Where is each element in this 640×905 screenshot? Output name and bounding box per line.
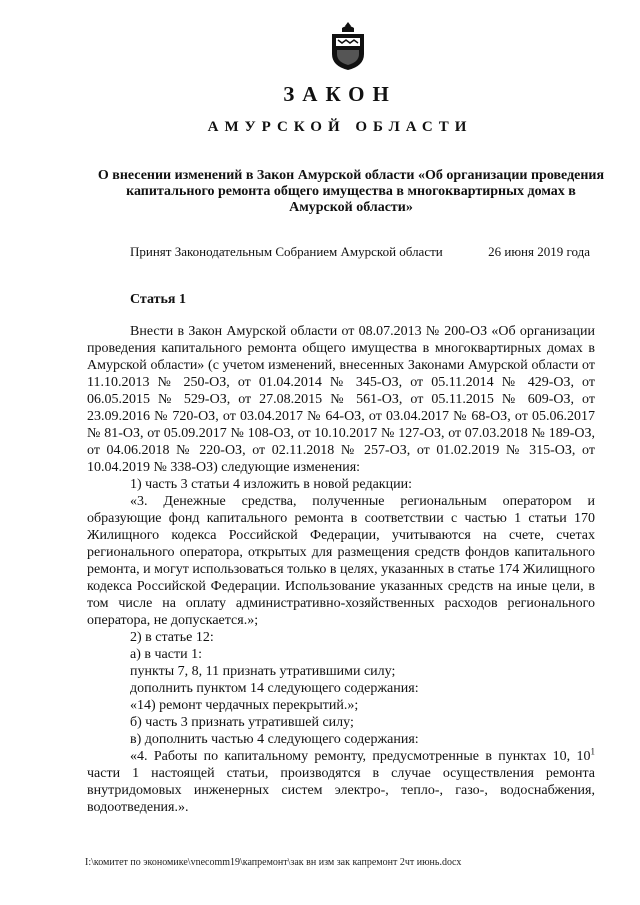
amendment-text-part: «4. Работы по капитальному ремонту, предусмотренные в пунктах 10, 10 (130, 749, 591, 764)
amendment-item: 1) часть 3 статьи 4 изложить в новой редакции: (130, 477, 412, 492)
amendment-item: а) в части 1: (130, 647, 202, 662)
law-subject: О внесении изменений в Закон Амурской области «Об организации проведения капитального ремонта общего имущества в многоквартирных домах в Амурской области» (97, 168, 605, 215)
adopted-date: 26 июня 2019 года (488, 244, 590, 259)
article-intro: Внести в Закон Амурской области от 08.07.2013 № 200-ОЗ «Об организации проведения капитального ремонта общего имущества в многоквартирных домах в Амурской области» (с учетом изменений, внесенных Законами Амурской области от 11.10.2013 № 250-ОЗ, от 01.04.2014 № 345-ОЗ, от 05.11.2014 № 429-ОЗ, от 06.05.2015 № 529-ОЗ, от 27.08.2015 № 561-ОЗ, от 05.11.2015 № 609-ОЗ, от 23.09.2016 № 720-ОЗ, от 03.04.2017 № 64-ОЗ, от 03.04.2017 № 68-ОЗ, от 05.06.2017 № 81-ОЗ, от 05.09.2017 № 108-ОЗ, от 10.10.2017 № 127-ОЗ, от 07.03.2018 № 189-ОЗ, от 04.06.2018 № 220-ОЗ, от 02.11.2018 № 257-ОЗ, от 01.02.2019 № 315-ОЗ, от 10.04.2019 № 338-ОЗ) следующие изменения: (87, 324, 595, 475)
amendment-text-part: части 1 настоящей статьи, производятся в случае осуществления ремонта внутридомовых инженерных систем электро-, тепло-, газо-, водоснабжения, водоотведения.». (87, 766, 595, 815)
amendment-item: дополнить пунктом 14 следующего содержания: (130, 681, 419, 696)
coat-of-arms-icon (328, 20, 368, 72)
file-path-footer: I:\комитет по экономике\vnecomm19\капремонт\зак вн изм зак капремонт 2чт июнь.docx (85, 857, 462, 868)
adopted-by: Принят Законодательным Собранием Амурской области (130, 244, 443, 259)
amendment-item: пункты 7, 8, 11 признать утратившими силу; (130, 664, 396, 679)
superscript: 1 (590, 746, 595, 757)
amendment-text: «3. Денежные средства, полученные региональным оператором и образующие фонд капитального ремонта в соответствии с частью 1 статьи 170 Жилищного кодекса Российской Федерации, учитываются на счете, счетах регионального оператора, открытых для размещения средств фондов капитального ремонта, и могут использоваться только в целях, указанных в статье 174 Жилищного кодекса Российской Федерации. Использование указанных средств на иные цели, в том числе на оплату административно-хозяйственных расходов регионального оператора, не допускается.»; (87, 494, 595, 628)
amendment-text: «14) ремонт чердачных перекрытий.»; (130, 698, 359, 713)
region-name: АМУРСКОЙ ОБЛАСТИ (207, 119, 473, 135)
amendment-item: 2) в статье 12: (130, 630, 214, 645)
amendment-item: в) дополнить частью 4 следующего содержания: (130, 732, 419, 747)
article-heading: Статья 1 (130, 292, 186, 307)
document-title: ЗАКОН (283, 82, 397, 106)
adoption-line (130, 244, 590, 260)
amendment-text (87, 748, 595, 816)
article-body (87, 323, 595, 816)
amendment-item: б) часть 3 признать утратившей силу; (130, 715, 354, 730)
